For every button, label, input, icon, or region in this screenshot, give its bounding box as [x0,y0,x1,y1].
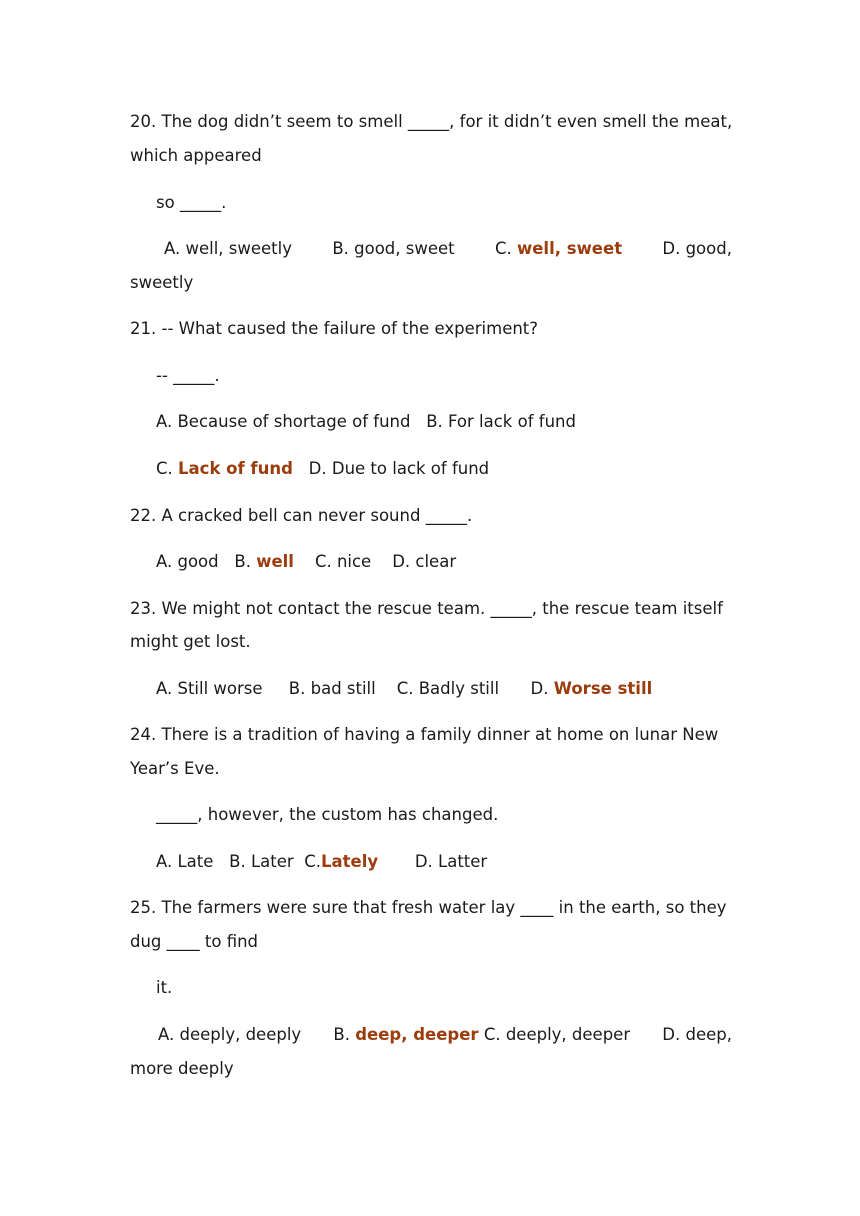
q25-option-a: A. deeply, deeply [158,1025,302,1044]
q23-option-d-label: D. [530,679,549,698]
q24-options [156,852,732,872]
q21-answer: Lack of fund [178,459,293,478]
q25-option-c: C. deeply, deeper [483,1025,631,1044]
q23-stem-line1: 23. We might not contact the rescue team. _____, the rescue team itself [130,599,723,618]
q23-stem-line2: might get lost. [130,632,251,651]
q22-option-c: C. nice [314,552,372,571]
q23-option-a: A. Still worse [156,679,263,698]
q20-option-c [495,239,622,259]
q23-options [156,679,732,699]
q21-option-d: D. Due to lack of fund [308,459,490,478]
q21-reply: -- _____. [156,366,220,385]
q20-option-b: B. good, sweet [332,239,455,258]
q20-option-c-label: C. [494,239,512,258]
q25-option-d: D. deep, [662,1025,732,1044]
q23-answer: Worse still [553,679,653,698]
q24-option-a: A. Late [156,852,214,871]
q24-stem-line2: Year’s Eve. [130,759,220,778]
q21-options-cd [156,459,732,479]
q20-option-a: A. well, sweetly [164,239,293,258]
q24-option-d: D. Latter [414,852,488,871]
q20-option-d: D. good, [662,239,732,258]
q25-answer: deep, deeper [355,1025,479,1044]
q22-answer: well [256,552,294,571]
q22-option-d: D. clear [392,552,457,571]
q25-option-d-cont: more deeply [130,1059,234,1078]
q22-option-a: A. good [156,552,219,571]
q21-option-c-label: C. [156,459,173,478]
q23-option-c: C. Badly still [396,679,500,698]
q20-stem-line3: so _____. [156,193,227,212]
q20-options [164,239,732,259]
q25-stem-line3: it. [156,978,173,997]
q21-stem: 21. -- What caused the failure of the experiment? [130,319,539,338]
q25-option-b-label: B. [333,1025,350,1044]
q22-stem: 22. A cracked bell can never sound _____. [130,506,473,525]
q25-stem-line1: 25. The farmers were sure that fresh water lay ____ in the earth, so they [130,898,727,917]
q20-option-d-cont: sweetly [130,273,194,292]
q24-option-c-label: C. [304,852,321,871]
q20-stem-line2: which appeared [130,146,262,165]
q21-options-ab: A. Because of shortage of fund B. For lack of fund [156,412,576,431]
q23-option-b: B. bad still [288,679,376,698]
q22-option-b-label: B. [234,552,251,571]
q25-stem-line2: dug ____ to find [130,932,259,951]
q24-answer: Lately [320,852,379,871]
q20-stem-line1: 20. The dog didn’t seem to smell _____, for it didn’t even smell the meat, [130,112,733,131]
q24-stem-line1: 24. There is a tradition of having a family dinner at home on lunar New [130,725,719,744]
q25-options [158,1025,732,1045]
q25-option-bc [333,1025,630,1045]
q22-options [156,552,732,572]
q24-option-b: B. Later [229,852,294,871]
q24-stem-line3: _____, however, the custom has changed. [156,805,499,824]
q20-answer: well, sweet [516,239,623,258]
